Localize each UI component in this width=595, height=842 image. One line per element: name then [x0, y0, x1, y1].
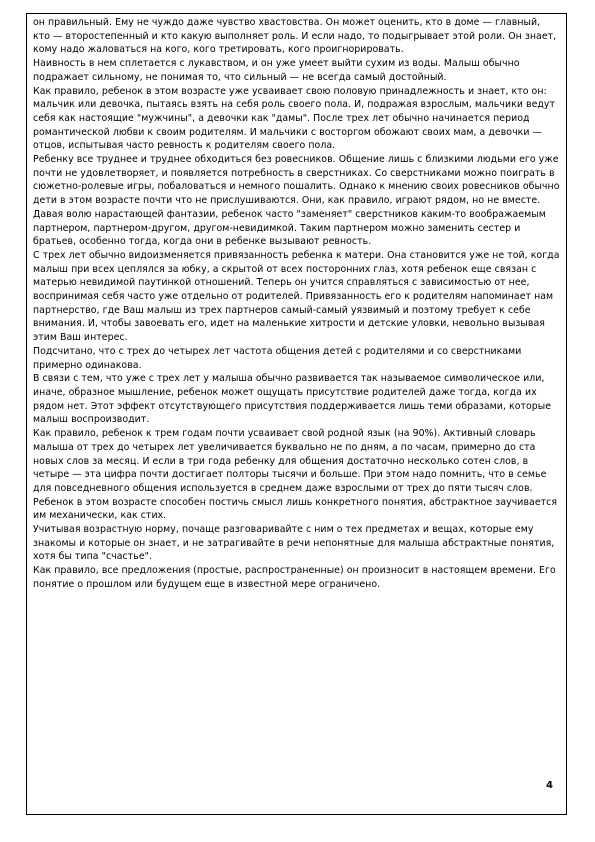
document-body	[33, 16, 560, 592]
paragraph: В связи с тем, что уже с трех лет у малыша обычно развивается так называемое символическое или, иначе, образное мышление, ребенок может ощущать присутствие родителей даже тогда, когда их рядом нет. Этот эффект отсутствующего присутствия поддерживается лишь теми образами, которые малыш воспроизводит.	[33, 373, 552, 426]
paragraph: он правильный. Ему не чуждо даже чувство хвастовства. Он может оценить, кто в доме — главный, кто — второстепенный и кто какую выполняет роль. И если надо, то подыгрывает этой роли. Он знает, кому надо жаловаться на кого, кого третировать, кого проигнорировать.	[33, 17, 557, 56]
page-number: 4	[546, 780, 553, 791]
paragraph: Учитывая возрастную норму, почаще разговаривайте с ним о тех предметах и вещах, которые ему знакомы и которые он знает, и не затрагивайте в речи непонятные для малыша абстрактные понятия, хотя бы типа "счастье".	[33, 524, 555, 563]
paragraph: С трех лет обычно видоизменяется привязанность ребенка к матери. Она становится уже не той, когда малыш при всех цеплялся за юбку, а скрытой от всех посторонних глаз, хотя ребенок еще связан с матерью невидимой паутинкой отношений. Теперь он учится справляться с зависимостью от нее, воспринимая себя часто уже отдельно от родителей. Привязанность его к родителям напоминает нам партнерство, где Ваш малыш из трех партнеров самый-самый уязвимый и поэтому требует к себе внимания. И, чтобы завоевать его, идет на маленькие хитрости и детские уловки, невольно вызывая этим Ваш интерес.	[33, 249, 560, 344]
paragraph: Как правило, все предложения (простые, распространенные) он произносит в настоящем времени. Его понятие о прошлом или будущем еще в известной мере ограничено.	[33, 565, 556, 590]
paragraph: Ребенок в этом возрасте способен постичь смысл лишь конкретного понятия, абстрактное заучивается им механически, как стих.	[33, 496, 558, 522]
paragraph: Наивность в нем сплетается с лукавством, и он уже умеет выйти сухим из воды. Малыш обычно подражает сильному, не понимая то, что сильный — не всегда самый достойный.	[33, 58, 520, 83]
paragraph: Как правило, ребенок к трем годам почти усваивает свой родной язык (на 90%). Активный словарь малыша от трех до четырех лет увеличивается буквально не по дням, а по часам, примерно до ста новых слов за месяц. И если в три года ребенку для общения достаточно несколько сотен слов, в четыре — эта цифра почти достигает полторы тысячи и больше. При этом надо помнить, что в семье для повседневного общения используется в среднем даже взрослыми от трех до пяти тысяч слов.	[33, 428, 547, 494]
paragraph: Как правило, ребенок в этом возрасте уже усваивает свою половую принадлежность и знает, кто он: мальчик или девочка, пытаясь взять на себя роль своего пола. И, подражая взрослым, мальчики ведут себя как настоящие "мужчины", а девочки как "дамы". После трех лет обычно начинается период романтической любви к своим родителям. И мальчики с восторгом обожают своих мам, а девочки — отцов, испытывая часто ревность к родителям своего пола.	[33, 85, 556, 152]
paragraph: Ребенку все труднее и труднее обходиться без ровесников. Общение лишь с близкими людьми его уже почти не удовлетворяет, и появляется потребность в сверстниках. Со сверстниками можно поиграть в сюжетно-ролевые игры, побаловаться и немного пошалить. Однако к мнению своих ровесников обычно дети в этом возрасте почти что не прислушиваются. Они, как правило, играют рядом, но не вместе. Давая волю нарастающей фантазии, ребенок часто "заменяет" сверстников каким-то воображаемым партнером, партнером-другом, другом-невидимкой. Таким партнером можно заменить сестер и братьев, особенно тогда, когда они в ребенке вызывают ревность.	[33, 154, 560, 248]
paragraph: Подсчитано, что с трех до четырех лет частота общения детей с родителями и со сверстниками примерно одинакова.	[33, 345, 522, 371]
